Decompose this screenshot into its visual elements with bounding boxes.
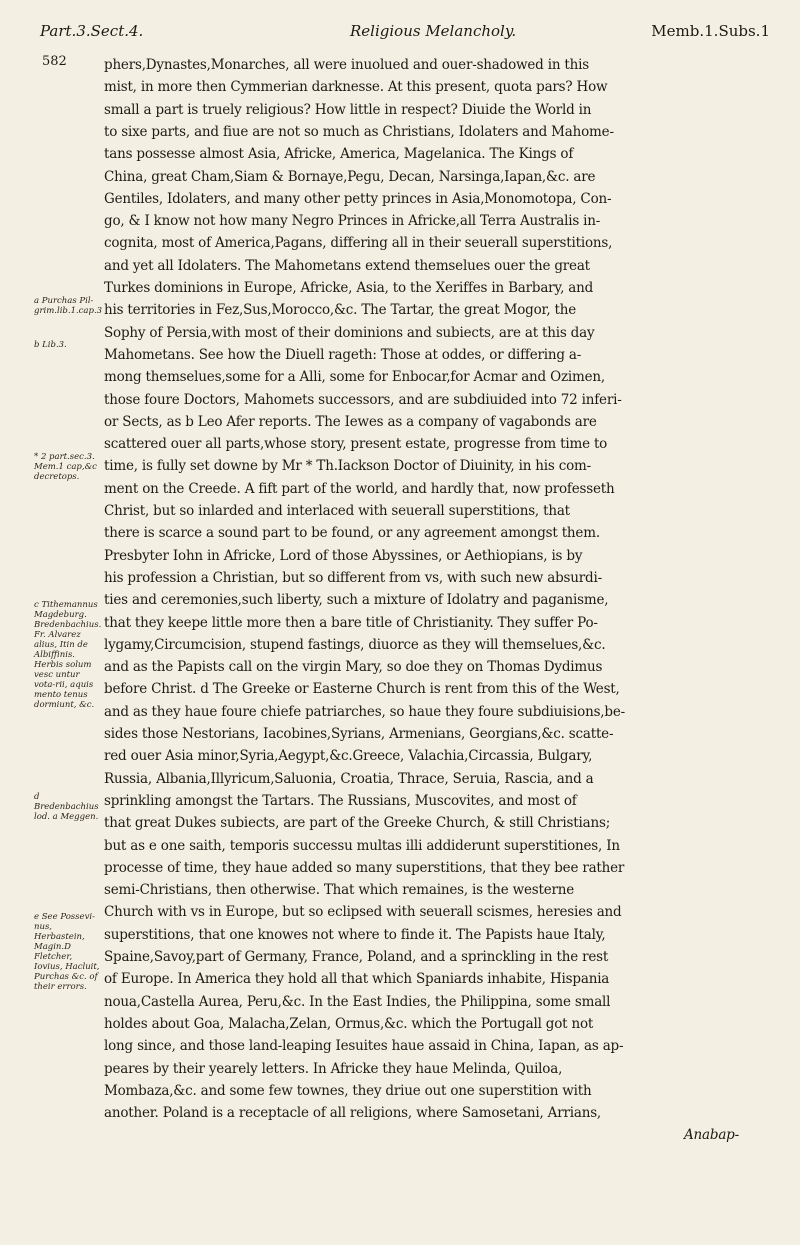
margin-note-c: c Tithemannus Magdeburg. Bredenbachius. Fr. Alvarez alius, Itin de Albiffinis. Herbis solum vesc untur vota-rii, aquis mento tenus dormiunt, &c. (34, 600, 102, 710)
header-member-subsection: Memb.1.Subs.1 (651, 22, 770, 40)
text-line: Gentiles, Idolaters, and many other petty princes in Asia,Monomotopa, Con- (104, 190, 612, 207)
margin-note-a: a Purchas Pil-grim.lib.1.cap.3 (34, 296, 103, 316)
text-line: Church with vs in Europe, but so eclipsed with seuerall scismes, heresies and (104, 904, 622, 921)
text-line: there is scarce a sound part to be found, or any agreement amongst them. (104, 525, 600, 542)
text-line: that they keepe little more then a bare title of Christianity. They suffer Po- (104, 614, 598, 631)
text-line: peares by their yearely letters. In Africke they haue Melinda, Quiloa, (104, 1060, 563, 1077)
text-line: Mahometans. See how the Diuell rageth: Those at oddes, or differing a- (104, 346, 582, 363)
text-line: red ouer Asia minor,Syria,Aegypt,&c.Greece, Valachia,Circassia, Bulgary, (104, 748, 593, 765)
text-line: small a part is truely religious? How little in respect? Diuide the World in (104, 101, 592, 118)
text-line: time, is fully set downe by Mr * Th.Iackson Doctor of Diuinity, in his com- (104, 458, 591, 475)
text-line: his territories in Fez,Sus,Morocco,&c. The Tartar, the great Mogor, the (104, 302, 577, 319)
text-line: long since, and those land-leaping Iesuites haue assaid in China, Iapan, as ap- (104, 1038, 624, 1055)
margin-note-d: d Bredenbachius lod. a Meggen. (34, 792, 99, 822)
header-part-section: Part.3.Sect.4. (40, 22, 144, 40)
text-line: or Sects, as b Leo Afer reports. The Iewes as a company of vagabonds are (104, 413, 597, 430)
text-line: mist, in more then Cymmerian darknesse. At this present, quota pars? How (104, 79, 608, 96)
text-line: that great Dukes subiects, are part of the Greeke Church, & still Christians; (104, 815, 611, 832)
text-line: Turkes dominions in Europe, Africke, Asia, to the Xeriffes in Barbary, and (104, 280, 594, 296)
text-line: his profession a Christian, but so different from vs, with such new absurdi- (104, 569, 602, 586)
margin-notes (34, 52, 103, 1232)
text-line: lygamy,Circumcision, stupend fastings, diuorce as they will themselues,&c. (104, 636, 606, 653)
text-line: of Europe. In America they hold all that which Spaniards inhabite, Hispania (104, 971, 610, 988)
text-line: go, & I know not how many Negro Princes in Africke,all Terra Australis in- (104, 213, 601, 230)
text-line: Mombaza,&c. and some few townes, they driue out one superstition with (104, 1082, 592, 1099)
text-line: those foure Doctors, Mahomets successors, and are subdiuided into 72 inferi- (104, 391, 622, 408)
text-line: sides those Nestorians, Iacobines,Syrians, Armenians, Georgians,&c. scatte- (104, 726, 614, 742)
text-line: processe of time, they haue added so many superstitions, that they bee rather (104, 859, 625, 876)
text-line: Anabap- (684, 1127, 739, 1144)
text-line: and as the Papists call on the virgin Mary, so doe they on Thomas Dydimus (104, 659, 603, 676)
text-line: semi-Christians, then otherwise. That which remaines, is the westerne (104, 882, 575, 899)
text-line: and yet all Idolaters. The Mahometans extend themselues ouer the great (104, 257, 590, 274)
text-line: Presbyter Iohn in Africke, Lord of those Abyssines, or Aethiopians, is by (104, 547, 583, 564)
text-line: scattered ouer all parts,whose story, present estate, progresse from time to (104, 436, 608, 453)
body-text (104, 54, 768, 1234)
text-line: ties and ceremonies,such liberty, such a mixture of Idolatry and paganisme, (104, 592, 609, 609)
text-line: phers,Dynastes,Monarches, all were inuolued and ouer-shadowed in this (104, 57, 589, 73)
text-line: another. Poland is a receptacle of all religions, where Samosetani, Arrians, (104, 1105, 602, 1122)
page-number: 582 (42, 54, 67, 69)
text-line: noua,Castella Aurea, Peru,&c. In the East Indies, the Philippina, some small (104, 993, 611, 1010)
text-line: superstitions, that one knowes not where to finde it. The Papists haue Italy, (104, 926, 606, 943)
text-line: sprinkling amongst the Tartars. The Russians, Muscovites, and most of (104, 792, 577, 809)
text-line: Spaine,Savoy,part of Germany, France, Poland, and a sprinckling in the rest (104, 949, 609, 965)
text-line: Sophy of Persia,with most of their dominions and subiects, are at this day (104, 324, 595, 341)
text-line: and as they haue foure chiefe patriarches, so haue they foure subdiuisions,be- (104, 703, 625, 720)
text-line: holdes about Goa, Malacha,Zelan, Ormus,&c. which the Portugall got not (104, 1015, 594, 1032)
text-line: but as e one saith, temporis successu multas illi addiderunt superstitiones, In (104, 837, 620, 854)
text-line: tans possesse almost Asia, Africke, America, Magelanica. The Kings of (104, 146, 574, 163)
running-header (40, 18, 770, 46)
text-line: Russia, Albania,Illyricum,Saluonia, Croatia, Thrace, Seruia, Rascia, and a (104, 770, 594, 787)
text-line: to sixe parts, and fiue are not so much as Christians, Idolaters and Mahome- (104, 123, 614, 140)
text-line: mong themselues,some for a Alli, some for Enbocar,for Acmar and Ozimen, (104, 369, 605, 386)
margin-note-e: e See Possevi-nus, Herbastein, Magin.D Fletcher, Iovius, Hacluit, Purchas &c. of their errors. (34, 912, 100, 992)
text-line: ment on the Creede. A fift part of the world, and hardly that, now professeth (104, 480, 615, 497)
text-line: before Christ. d The Greeke or Easterne Church is rent from this of the West, (104, 681, 620, 698)
margin-note-b: b Lib.3. (34, 340, 67, 350)
header-title: Religious Melancholy. (350, 22, 517, 40)
text-line: China, great Cham,Siam & Bornaye,Pegu, Decan, Narsinga,Iapan,&c. are (104, 168, 596, 185)
margin-note-star: * 2 part.sec.3. Mem.1 cap,&c decretops. (34, 452, 97, 482)
text-line: cognita, most of America,Pagans, differing all in their seuerall superstitions, (104, 235, 613, 252)
text-line: Christ, but so inlarded and interlaced with seuerall superstitions, that (104, 503, 570, 519)
